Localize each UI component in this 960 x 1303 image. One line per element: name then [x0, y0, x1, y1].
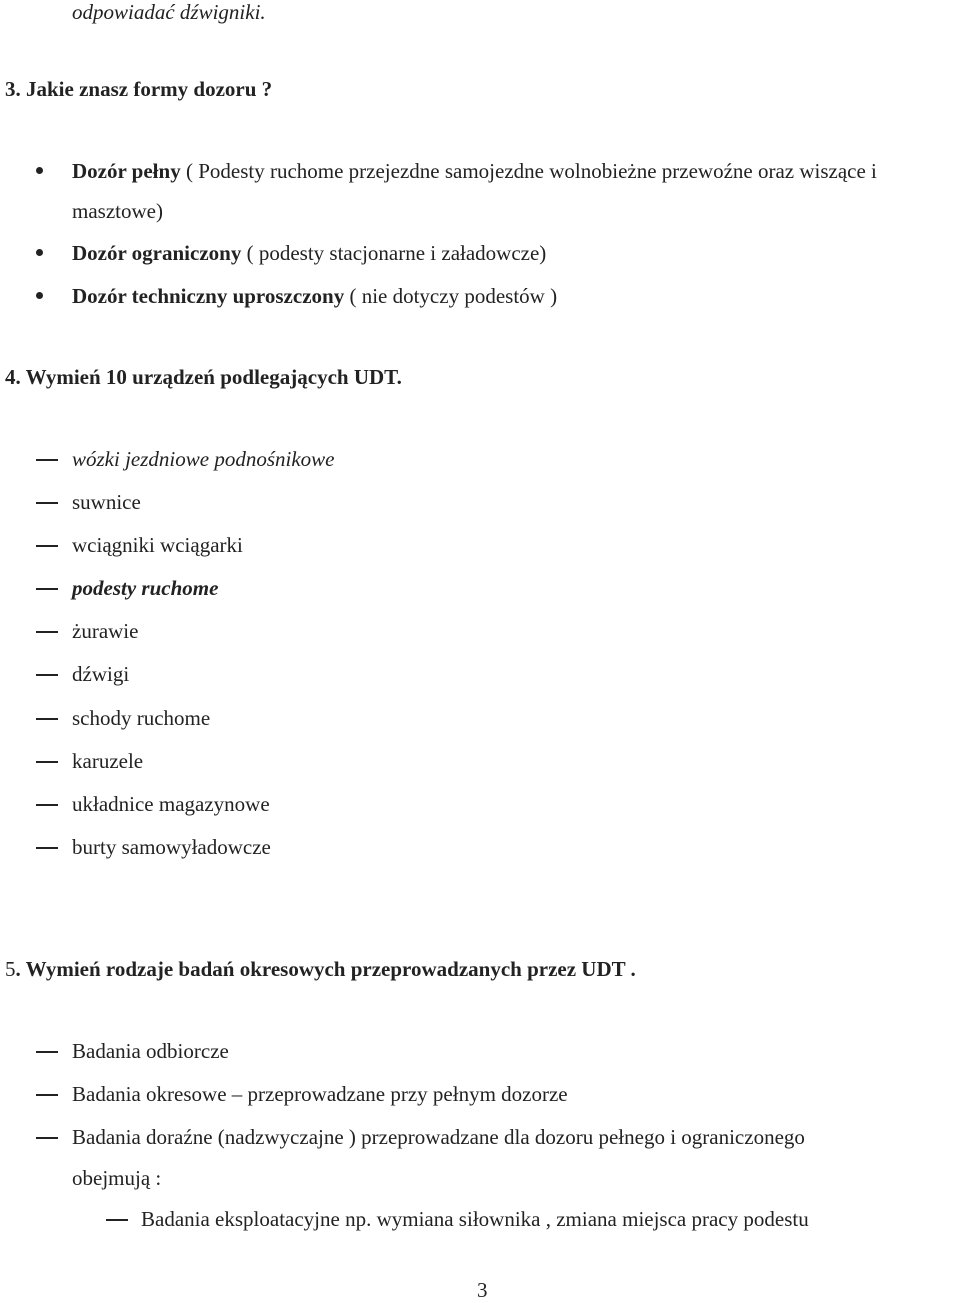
q3-item-full-supervision: [72, 158, 877, 184]
dash-icon: [36, 1051, 58, 1053]
q4-list-item: układnice magazynowe: [72, 792, 270, 816]
q4-list-item: dźwigi: [72, 662, 130, 686]
dash-icon: [36, 1094, 58, 1096]
q3-item-label: Dozór pełny: [72, 159, 181, 183]
q3-item-desc: ( nie dotyczy podestów ): [344, 284, 558, 308]
dash-icon: [36, 847, 58, 849]
q5-list-item: Badania odbiorcze: [72, 1039, 229, 1063]
q4-list-item: podesty ruchome: [72, 576, 219, 600]
dash-icon: [36, 1137, 58, 1139]
question-5-heading: [5, 956, 636, 982]
dash-icon: [36, 674, 58, 676]
page-number: 3: [477, 1278, 488, 1302]
q3-item-limited-supervision: [72, 240, 546, 266]
dash-icon: [36, 761, 58, 763]
question-4-heading: 4. Wymień 10 urządzeń podlegających UDT.: [5, 365, 402, 389]
q3-item-desc: ( Podesty ruchome przejezdne samojezdne wolnobieżne przewoźne oraz wiszące i: [180, 159, 877, 183]
q5-list-item: Badania doraźne (nadzwyczajne ) przeprowadzane dla dozoru pełnego i ograniczonego: [72, 1125, 805, 1149]
question-5-title: . Wymień rodzaje badań okresowych przeprowadzanych przez UDT .: [15, 957, 636, 981]
q4-list-item: suwnice: [72, 490, 141, 514]
q5-list-item: Badania okresowe – przeprowadzane przy pełnym dozorze: [72, 1082, 568, 1106]
bullet-icon: [36, 167, 43, 174]
dash-icon: [36, 804, 58, 806]
q3-item-label: Dozór techniczny uproszczony: [72, 284, 345, 308]
q5-sub-item: Badania eksploatacyjne np. wymiana siłownika , zmiana miejsca pracy podestu: [141, 1207, 809, 1231]
q4-list-item: wózki jezdniowe podnośnikowe: [72, 447, 335, 471]
q4-list-item: żurawie: [72, 619, 139, 643]
q4-list-item: wciągniki wciągarki: [72, 533, 243, 557]
q3-item-label: Dozór ograniczony: [72, 241, 242, 265]
q4-list-item: karuzele: [72, 749, 144, 773]
question-5-number: 5: [5, 957, 16, 981]
q3-item-continuation: masztowe): [72, 199, 163, 223]
dash-icon: [36, 588, 58, 590]
top-fragment-text: odpowiadać dźwigniki.: [72, 0, 266, 24]
dash-icon: [36, 459, 58, 461]
q3-item-simplified-supervision: [72, 283, 557, 309]
question-3-heading: 3. Jakie znasz formy dozoru ?: [5, 77, 273, 101]
dash-icon: [36, 545, 58, 547]
dash-icon: [36, 631, 58, 633]
q4-list-item: schody ruchome: [72, 706, 211, 730]
bullet-icon: [36, 249, 43, 256]
dash-icon: [36, 502, 58, 504]
q4-list-item: burty samowyładowcze: [72, 835, 271, 859]
q3-item-desc: ( podesty stacjonarne i załadowcze): [241, 241, 547, 265]
dash-icon: [36, 718, 58, 720]
q5-item-continuation: obejmują :: [72, 1166, 162, 1190]
bullet-icon: [36, 292, 43, 299]
dash-icon: [106, 1219, 128, 1221]
